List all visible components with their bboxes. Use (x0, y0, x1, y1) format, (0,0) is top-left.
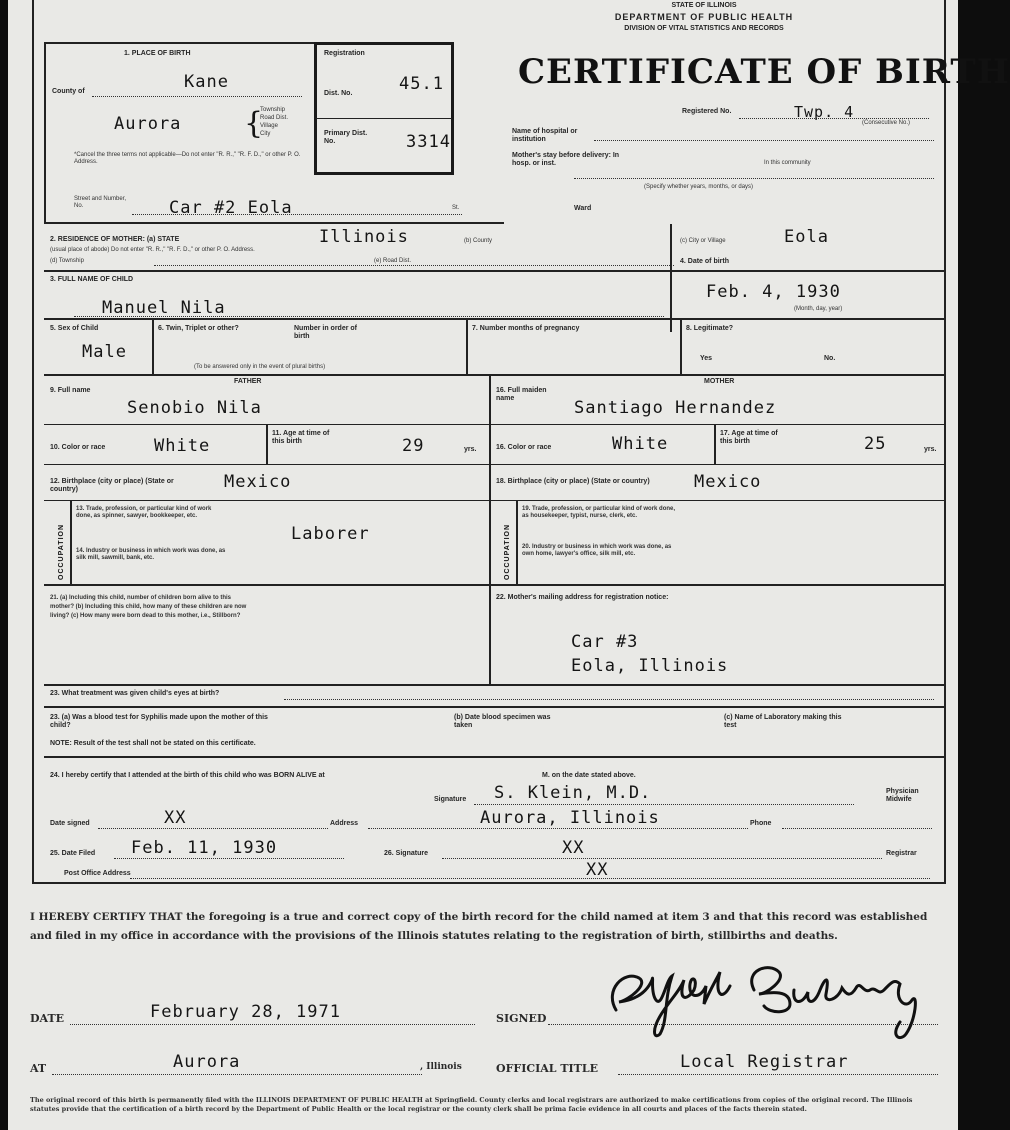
mailing-address-label: 22. Mother's mailing address for registration notice: (496, 594, 669, 601)
registration-box (314, 42, 454, 175)
children-count-label: 21. (a) Including this child, number of children born alive to this mother? (b) Including this child, how many of these children are now living? (c) How many were born dead to this mother, i.e., Stillborn? (50, 595, 247, 619)
mailing-line-2: Eola, Illinois (571, 656, 729, 676)
attendant-time-label: M. on the date stated above. (542, 772, 636, 779)
attendant-signature-value: S. Klein, M.D. (494, 783, 652, 803)
father-age-value: 29 (402, 436, 425, 456)
child-name-value: Manuel Nila (102, 298, 226, 318)
dist-no-label: Dist. No. (324, 90, 353, 97)
mother-stay-label: Mother's stay before delivery: In hosp. or inst. (512, 152, 620, 167)
primary-dist-value: 3314 (406, 132, 451, 152)
sex-label: 5. Sex of Child (50, 325, 99, 332)
twin-note: (To be answered only in the event of plural births) (194, 364, 326, 370)
certification-date-value: February 28, 1971 (150, 1002, 341, 1022)
certificate-title: CERTIFICATE OF BIRTH (518, 52, 1010, 92)
mother-trade-label: 19. Trade, profession, or particular kind of work done, as housekeeper, typist, nurse, clerk, etc. (522, 506, 676, 519)
father-industry-label: 14. Industry or business in which work was done, as silk mill, sawmill, bank, etc. (76, 548, 226, 561)
county-value: Kane (184, 72, 229, 92)
registration-label: Registration (324, 50, 365, 57)
registrar-label: Registrar (886, 850, 917, 857)
birth-certificate-document (8, 0, 1010, 1130)
certification-text: I HEREBY CERTIFY THAT the foregoing is a true and correct copy of the birth record for the child named at item 3 and that this record was established and filed in my office in accordance with the provisions of the Illinois statutes relating to the registration of birth, stillbirths and deaths. (30, 911, 928, 942)
attendant-certify-label: 24. I hereby certify that I attended at the birth of this child who was BORN ALIVE at (50, 772, 325, 779)
father-name-label: 9. Full name (50, 387, 91, 394)
post-office-label: Post Office Address (64, 870, 131, 877)
registrar-signature-label: 26. Signature (384, 850, 428, 857)
pregnancy-months-label: 7. Number months of pregnancy (472, 325, 580, 332)
date-of-birth-value: Feb. 4, 1930 (706, 282, 841, 302)
state-name: STATE OF ILLINOIS (671, 2, 737, 9)
dist-no-value: 45.1 (399, 74, 444, 94)
mother-occupation-side-label: OCCUPATION (504, 523, 511, 580)
date-signed-value: XX (164, 808, 187, 828)
father-name-value: Senobio Nila (127, 398, 262, 418)
father-color-value: White (154, 436, 211, 456)
laboratory-label: (c) Name of Laboratory making this test (724, 714, 842, 729)
st-label: St. (452, 205, 460, 211)
official-title-label: OFFICIAL TITLE (496, 1062, 598, 1075)
community-label: In this community (764, 160, 811, 166)
father-heading: FATHER (234, 378, 262, 385)
mother-name-label: 16. Full maiden name (496, 387, 547, 402)
street-label: Street and Number, No. (74, 196, 127, 209)
father-trade-value: Laborer (291, 524, 370, 544)
residence-road-label: (e) Road Dist. (374, 258, 412, 264)
primary-dist-label: Primary Dist. No. (324, 130, 368, 145)
test-note: NOTE: Result of the test shall not be stated on this certificate. (50, 740, 256, 747)
syphilis-test-label: 23. (a) Was a blood test for Syphilis made upon the mother of this child? (50, 714, 268, 729)
division-name: DIVISION OF VITAL STATISTICS AND RECORDS (624, 25, 784, 32)
legitimate-yes-label: Yes (700, 355, 713, 362)
mother-name-value: Santiago Hernandez (574, 398, 777, 418)
mother-industry-label: 20. Industry or business in which work was done, as own home, lawyer's office, silk mill, etc. (522, 544, 672, 557)
certification-at-label: AT (30, 1062, 47, 1075)
hospital-name-label: Name of hospital or institution (512, 128, 578, 143)
department-name: DEPARTMENT OF PUBLIC HEALTH (614, 12, 794, 22)
street-value: Car #2 Eola (169, 198, 293, 218)
registered-no-note: (Consecutive No.) (862, 120, 911, 126)
mother-color-value: White (612, 434, 669, 454)
residence-note: (usual place of abode) Do not enter "R. R.," "R. F. D.," or other P. O. Address. (50, 247, 255, 253)
residence-township-label: (d) Township (50, 258, 84, 264)
registrar-signature-value: XX (562, 838, 585, 858)
certificate-form (32, 0, 1010, 884)
mother-color-label: 16. Color or race (496, 444, 552, 451)
date-filed-value: Feb. 11, 1930 (131, 838, 278, 858)
city-note: *Cancel the three terms not applicable—Do not enter "R. R.," "R. F. D.," or other P. O. Address. (74, 152, 301, 165)
father-age-label: 11. Age at time of this birth (272, 430, 330, 445)
certification-at-value: Aurora (173, 1052, 241, 1072)
residence-city-label: (c) City or Village (680, 238, 726, 244)
place-of-birth-label: 1. PLACE OF BIRTH (124, 50, 191, 57)
physician-midwife-label: Physician Midwife (886, 788, 919, 803)
twin-label: 6. Twin, Triplet or other? (158, 325, 239, 332)
registered-no-label: Registered No. (682, 108, 732, 115)
mother-age-label: 17. Age at time of this birth (720, 430, 778, 445)
county-label: County of (52, 88, 85, 95)
certification-signed-label: SIGNED (496, 1012, 547, 1025)
specimen-date-label: (b) Date blood specimen was taken (454, 714, 551, 729)
date-filed-label: 25. Date Filed (50, 850, 96, 857)
date-signed-label: Date signed (50, 820, 90, 827)
residence-label: 2. RESIDENCE OF MOTHER: (a) STATE (50, 236, 180, 243)
mother-yrs-label: yrs. (924, 446, 937, 453)
father-color-label: 10. Color or race (50, 444, 106, 451)
residence-county-label: (b) County (464, 238, 493, 244)
ward-label: Ward (574, 205, 592, 212)
child-name-label: 3. FULL NAME OF CHILD (50, 276, 134, 283)
order-label: Number in order of birth (294, 325, 358, 340)
sex-value: Male (82, 342, 127, 362)
official-title-value: Local Registrar (680, 1052, 849, 1072)
registered-no-value: Twp. 4 (794, 103, 855, 121)
eye-treatment-label: 23. What treatment was given child's eyes at birth? (50, 690, 220, 697)
father-yrs-label: yrs. (464, 446, 477, 453)
city-brace: { (244, 106, 264, 141)
certification-state-suffix: , Illinois (420, 1062, 462, 1072)
residence-city-value: Eola (784, 227, 829, 247)
address-value: Aurora, Illinois (480, 808, 660, 828)
date-of-birth-note: (Month, day, year) (794, 306, 843, 312)
specify-note: (Specify whether years, months, or days) (644, 184, 754, 190)
phone-label: Phone (750, 820, 772, 827)
father-birthplace-value: Mexico (224, 472, 292, 492)
attendant-signature-label: Signature (434, 796, 467, 803)
mailing-line-1: Car #3 (571, 632, 639, 652)
mother-age-value: 25 (864, 434, 887, 454)
legitimate-label: 8. Legitimate? (686, 325, 734, 332)
residence-state-value: Illinois (319, 227, 409, 247)
mother-heading: MOTHER (704, 378, 735, 385)
father-trade-label: 13. Trade, profession, or particular kind of work done, as spinner, sawyer, bookkeeper, etc. (76, 506, 212, 519)
mother-birthplace-value: Mexico (694, 472, 762, 492)
address-label: Address (330, 820, 359, 827)
mother-birthplace-label: 18. Birthplace (city or place) (State or country) (496, 478, 650, 485)
legitimate-no-label: No. (824, 355, 836, 362)
father-occupation-side-label: OCCUPATION (58, 523, 65, 580)
certification-date-label: DATE (30, 1012, 65, 1025)
post-office-value: XX (586, 860, 609, 880)
fine-print: The original record of this birth is permanently filed with the ILLINOIS DEPARTMENT OF PUBLIC HEALTH at Springfield. County clerks and local registrars are authorized to make certifications from copies of the original record. The Illinois statutes provide that the certification of a birth record by the Department of Public Health or the local registrar or the county clerk shall be prima facie evidence in all courts and places of the facts therein stated. (30, 1096, 913, 1113)
city-value: Aurora (114, 114, 182, 134)
registrar-signature-image (594, 950, 934, 1045)
city-options: Township Road Dist. Village City (260, 107, 289, 137)
father-birthplace-label: 12. Birthplace (city or place) (State or country) (50, 478, 174, 493)
date-of-birth-label: 4. Date of birth (680, 258, 730, 265)
